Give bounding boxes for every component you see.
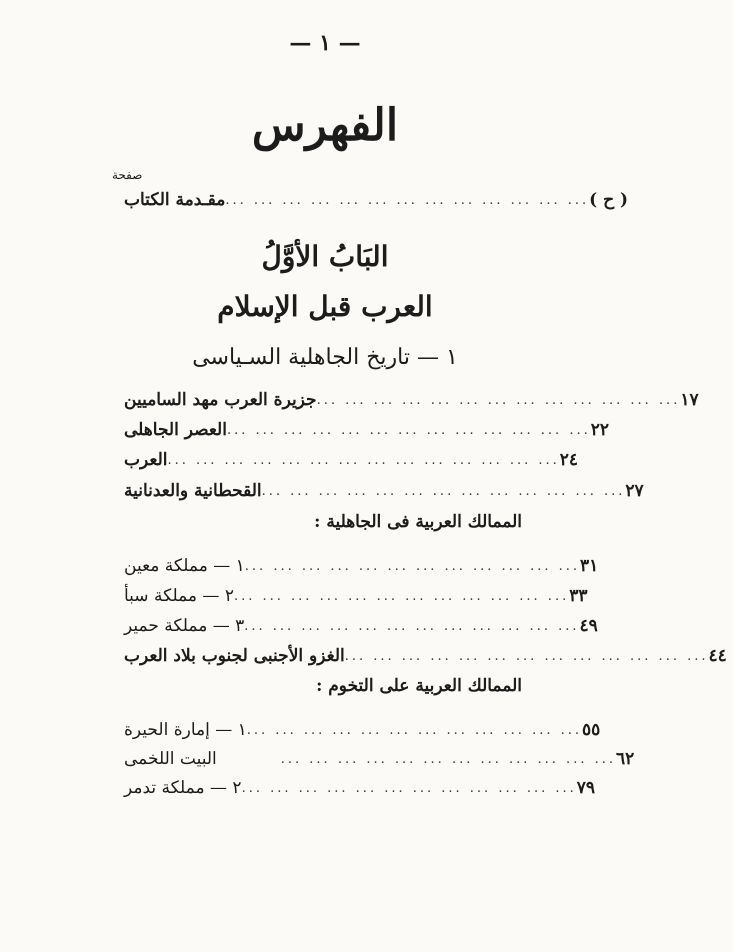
toc-entry-page: ١٧	[680, 390, 699, 410]
toc-entry-label: العصر الجاهلى	[124, 420, 227, 440]
toc-entry-label: العرب	[124, 450, 168, 470]
section-heading: ١ — تاريخ الجاهلية السـياسى	[192, 345, 458, 370]
toc-entry	[118, 415, 609, 445]
toc-entry-page: ٧٩	[576, 778, 596, 798]
toc-entry-intro	[118, 185, 629, 215]
toc-entry-label: ١ — مملكة معين	[124, 556, 245, 576]
toc-entry-label: ٢ — مملكة تدمر	[124, 778, 242, 798]
page-number: — ١ —	[289, 30, 361, 56]
toc-entry-page: ٦٢	[616, 749, 635, 769]
leader-dots: ... ... ... ... ... ... ... ... ... ... ... ... ...	[226, 422, 591, 438]
toc-entry	[118, 773, 596, 803]
toc-entry-page: ٢٤	[559, 450, 579, 470]
toc-entry-label: جزيرة العرب مهد الساميين	[124, 390, 317, 410]
toc-entry-page: ٤٩	[579, 616, 598, 636]
toc-entry	[118, 744, 635, 774]
toc-entry-page: ٣١	[580, 556, 599, 576]
leader-dots: ... ... ... ... ... ... ... ... ... ... ... ...	[244, 618, 580, 634]
toc-entry-label: الغزو الأجنبى لجنوب بلاد العرب	[124, 646, 345, 666]
toc-entry	[118, 641, 727, 671]
toc-entry	[118, 476, 644, 506]
part-title: العرب قبل الإسلام	[217, 290, 433, 323]
toc-entry	[118, 581, 588, 611]
leader-dots: ... ... ... ... ... ... ... ... ... ... ... ... ...	[261, 483, 626, 499]
toc-entry-page: ٢٢	[590, 420, 609, 440]
toc-entry-label: القحطانية والعدنانية	[124, 481, 262, 501]
group-heading: الممالك العربية على التخوم :	[316, 676, 522, 696]
leader-dots: ... ... ... ... ... ... ... ... ... ... ... ... ...	[225, 192, 590, 208]
part-heading: البَابُ الأوَّلُ	[261, 240, 389, 273]
toc-entry	[118, 385, 699, 415]
toc-entry	[118, 611, 598, 641]
leader-dots: ... ... ... ... ... ... ... ... ... ... ... ... ...	[316, 392, 681, 408]
page-column-header: صفحة	[112, 168, 143, 182]
toc-entry-label: مقـدمة الكتاب	[124, 190, 226, 210]
toc-entry-page: ٥٥	[582, 720, 601, 740]
leader-dots: ... ... ... ... ... ... ... ... ... ... ... ... ...	[344, 648, 709, 664]
leader-dots: ... ... ... ... ... ... ... ... ... ... ... ...	[241, 780, 577, 796]
toc-entry-label: البيت اللخمى	[124, 749, 217, 769]
toc-entry-label: ١ — إمارة الحيرة	[124, 720, 247, 740]
toc-entry-label: ٢ — مملكة سبأ	[124, 586, 234, 606]
toc-entry-label: ٣ — مملكة حمير	[124, 616, 245, 636]
leader-dots: ... ... ... ... ... ... ... ... ... ... ... ... ... ...	[167, 452, 560, 468]
toc-entry-page: ٣٣	[569, 586, 588, 606]
leader-dots: ... ... ... ... ... ... ... ... ... ... ... ...	[246, 722, 583, 738]
leader-dots: ... ... ... ... ... ... ... ... ... ... ... ...	[244, 558, 581, 574]
toc-entry-page: ٢٧	[625, 481, 644, 501]
leader-dots: ... ... ... ... ... ... ... ... ... ... ... ...	[233, 588, 570, 604]
leader-dots: ... ... ... ... ... ... ... ... ... ... ... ...	[280, 751, 616, 767]
group-heading: الممالك العربية فى الجاهلية :	[314, 512, 522, 532]
toc-entry-page: ( ح )	[589, 190, 629, 210]
toc-entry	[118, 551, 599, 581]
toc-entry	[118, 445, 579, 475]
toc-entry-page: ٤٤	[708, 646, 727, 666]
toc-entry	[118, 715, 601, 745]
page-title: الفهرس	[251, 100, 399, 151]
